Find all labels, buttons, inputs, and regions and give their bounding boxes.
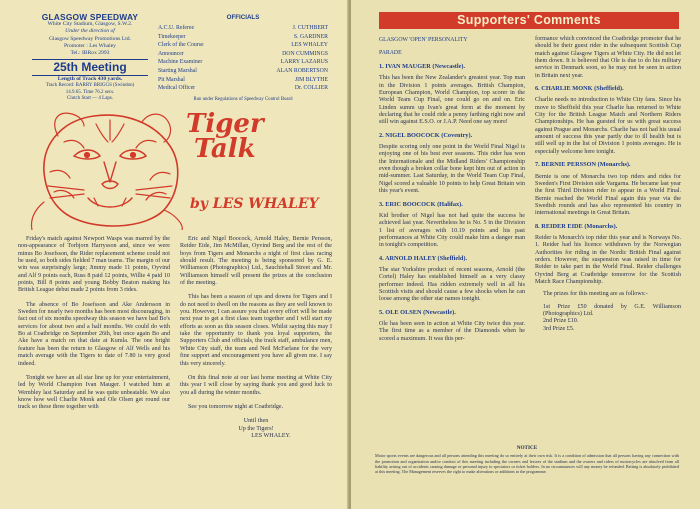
rider-heading: 2. NIGEL BOOCOCK (Coventry). [379, 131, 473, 139]
official-role: Pit Marshal [158, 76, 185, 83]
rider-heading: 3. ERIC BOOCOCK (Halifax). [379, 200, 463, 208]
officials-title: OFFICIALS [226, 14, 260, 21]
article-paragraph: This has been a season of ups and downs for Tigers and I do not need to dwell on the reasons as they are well known to you. However, I can assure you that every effort will be made next year to get a first class team together and I will start my efforts as soon as this season closes. Whilst saying this may I take the opportunity to thank you loyal supporters, the Supporters Club and officials, the track staff, ambulance men, White City staff, the team and Neil McFarlane for the very fine support and encouragement you have all given me. I say this very sincerely. [180, 294, 332, 367]
article-paragraph: On this final note at our last home meeting at White City this year I will close by saying thank you and good luck to you all during the winter months. [180, 374, 332, 396]
official-role: Clerk of the Course [158, 42, 204, 49]
article-paragraph: See you tomorrow night at Coatbridge. [188, 403, 284, 410]
official-name: S. GARDNER [293, 33, 328, 40]
article-paragraph: The absence of Bo Josefsson and Ake Andersson in Sweden for nearly two months has been most discouraging, in fact out of six months speedway this season we have had Bo's services for about two and a half months. We could do with Bo at Coatbridge on September 26th, but once again Bo and Ake have a match on that date at Kumla. The one bright feature has been the return to Glasgow of Alf Wells and his match average with the Tigers to date of 7.80 is very good indeed. [18, 301, 170, 367]
rider-heading: 8. REIDER EIDE (Monarchs). [535, 222, 618, 230]
rider-heading: 4. ARNOLD HALEY (Sheffield). [379, 254, 468, 262]
official-row [158, 41, 328, 50]
notice-box [375, 446, 679, 474]
official-row [158, 67, 328, 76]
meeting-header [32, 14, 148, 102]
official-name: J. CUTHBERT [292, 25, 328, 31]
left-column-1 [18, 236, 170, 419]
official-row [158, 33, 328, 42]
parade-subtitle-1: GLASGOW 'OPEN' PERSONALITY [379, 37, 468, 43]
rider-heading: 5. OLE OLSEN (Newcastle). [379, 308, 456, 316]
meeting-number: 25th Meeting [32, 59, 148, 76]
official-row [158, 50, 328, 59]
official-role: Starting Marshal [158, 67, 197, 74]
official-row [158, 76, 328, 85]
rider-heading: 6. CHARLIE MONK (Sheffield). [535, 85, 624, 93]
prizes-intro: The prizes for this meeting are as follows:- [543, 291, 648, 298]
article-paragraph: Tonight we have an all star line up for your entertainment, led by World Champion Ivan Mauger. I watched him at Wembley last Saturday and he was quite unbeatable. We also know how well Charlie Monk and Ole Olsen get round our track so these three together with [18, 374, 170, 411]
rider-profile: Bernie is one of Monarchs two top riders and rides for Sweden's First Division side Vargarna. He became last year the first Third Division rider to appear in a World Final. Bernie reached the World Final again this year via the Swedish rounds and has also represented his country in international meetings in Great Britain. [535, 173, 681, 217]
rider-heading: 1. IVAN MAUGER (Newcastle). [379, 63, 466, 70]
rider-profile: The star Yorkshire product of recent seasons, Arnold (the Cortel) Haley has established himself as a very classy performer indeed. Has ridden extremely well in all his Scottish visits and should cause a few shocks when he can loose among the other star names tonight. [379, 266, 525, 303]
supporters-comments-banner: Supporters' Comments [379, 12, 679, 29]
prize-item: 3rd Prize £5. [543, 325, 575, 332]
article-paragraph: Eric and Nigel Boocock, Arnold Haley, Bernie Persson, Reider Eide, Jim McMillan, Oyvind Berg and the rest of the boys from Tigers and Monarchs a night of first class racing should result. The meeting is being sponsored by G. E. Williamson (Photographics) Ltd., Sauchiehall Street and Mr. Williamson himself will present the prizes at the conclusion of the meeting. [180, 236, 332, 287]
official-row [158, 84, 328, 93]
left-column-2 [180, 236, 332, 440]
rider-profile: Despite scoring only one point in the World Final Nigel is enjoying one of his best ever seasons. This rider has won the Internationale and the Midland Riders' Championship even though a broken collar bone kept him out of action in mid-summer. Last Saturday, in the World Team Cup Final, Nigel scored a valuable 10 points to help Great Britain win this year's event. [379, 144, 525, 195]
track-record: Track Record: BARRY BRIGGS (Swindon) [45, 83, 135, 89]
officials-rule: Run under Regulations of Speedway Control Board [193, 96, 293, 102]
tiger-talk-title [186, 109, 264, 164]
official-role: Medical Officer [158, 85, 196, 92]
official-name: LES WHALEY [291, 42, 328, 49]
article-paragraph: Friday's match against Newport Wasps was marred by the non-appearance of Torbjorn Harrysson and, since we were minus Bo Josefsson, the Rider replacement scheme could not be used, so both sides fielded 7 man teams. The margin of our win was surprisingly large; Jimmy made 11 points, Oyvind and Alf 9 points each, Russ 8 paid 12 points, Willie 4 paid 10 points, Bill 8 points and young Bobby Beaton making his British League debut made 2 points from 3 rides. [18, 236, 170, 294]
official-role: Timekeeper [158, 33, 186, 40]
olsen-continued: formance which convinced the Coatbridge promoter that he should be their guest rider in the subsequent Scottish Cup match against Glasgow Tigers at White City. He did not let them down. It is believed that Ole is due to do his military service in Denmark soon, so he may not be seen in action in Britain next year. [535, 36, 681, 79]
signoff-name: LES WHALEY. [251, 432, 291, 439]
direction: Under the direction of [65, 28, 115, 35]
record-date: 14.9.65. Time 76.2 secs. [65, 89, 115, 95]
parade-subtitle-2: PARADE [379, 50, 402, 56]
rider-profile: Reider is Monarch's top rider this year and is Norways No. 1. Reider had his licence withdrawn by the Norwegian Authorities for riding in the Nordic British Final against orders. However, the suspension was raised in time for Reider to take part in the World Final. Reider challenges Oyvind Berg at Coatbridge tomorrow for the Scottish Match Race Championship. [535, 234, 681, 285]
official-name: Dr. COLLIER [294, 85, 328, 92]
signoff [180, 418, 332, 440]
promoter: Promoter : Les Whaley [64, 42, 116, 49]
rider-profile: Kid brother of Nigel has not had quite the success he achieved last year. Nevertheless he is No. 5 in the Division 1 list of averages with 10.19 points and his past performances at White City could make him a danger man in tonight's competition. [379, 212, 525, 249]
prize-item: 2nd Prize £10. [543, 318, 579, 325]
rider-profile: Ole has been seen in action at White City twice this year. The first time as a member of the Diamonds when he scored a maximum. It was this per- [379, 320, 525, 342]
title-line-2: Talk [194, 134, 256, 164]
signoff-up: Up the Tigers! [238, 425, 274, 432]
prize-item: 1st Prize £50 donated by G.E. Williamson (Photographics) Ltd. [543, 303, 681, 317]
officials-box [158, 14, 328, 102]
right-column-1 [379, 63, 525, 348]
telephone: Tel.: IBRox 2993 [70, 50, 110, 57]
track-length: Length of Track 430 yards. [57, 76, 123, 83]
left-page [0, 0, 349, 509]
stadium: White City Stadium, Glasgow, S.W.2. [47, 21, 133, 28]
official-role: Machine Examiner [158, 59, 203, 66]
official-role: A.C.U. Referee [158, 25, 195, 31]
rider-profile: This has been the New Zealander's greatest year. Top man in the Division 1 points averages. British Champion, European Champion, World Champion, top scorer in the World Team Cup Final, one could go on and on. Eric Linden summ up Ivan's great form at the moment by declaring that he could ride a penny farthing right now and still win against E.S.O. or J.A.P. Need one say more! [379, 75, 525, 126]
signoff-until: Until then [243, 418, 269, 425]
rider-profile: Charlie needs no introduction to White City fans. Since his move to Sheffield this year Charlie has returned to White City for the British League Match and Northern Riders Championships. He has guested for us with great success against Prague and Monarchs. Charlie has not had his usual amount of success this year partly due to ill health but is still well up in the list of Division 1 points averages. He is especially welcome here tonight. [535, 97, 681, 155]
official-role: Announcer [158, 50, 184, 57]
official-name: LARRY LAZARUS [280, 59, 328, 66]
notice-title: NOTICE [516, 445, 538, 451]
rider-heading: 7. BERNIE PERSSON (Monarchs). [535, 161, 631, 169]
official-row [158, 58, 328, 67]
clutch-start: Clutch Start — 4 Laps. [66, 95, 114, 101]
notice-text: Motor sports events are dangerous and all persons attending this meeting do so entirely at their own risk. It is a condition of admission that all persons having any connection with the promotion and organisation and/or conduct of this meeting including the owners and lessees of the stadium and the owners and riders of motorcycles are absolved from all liability arising out of accidents causing damage or personal injury to spectators or ticket holders. In no circumstances will any money be refunded. Betting is absolutely prohibited at this meeting. The Management reserves the right to make alterations or additions to the programme. [375, 453, 679, 475]
official-name: DON CUMMINGS [282, 50, 328, 57]
official-name: ALAN ROBERTSON [276, 67, 328, 74]
byline: by LES WHALEY [190, 196, 319, 212]
right-column-2 [535, 36, 681, 333]
title-line-1: Tiger [186, 109, 264, 139]
right-page [351, 0, 700, 509]
company: Glasgow Speedway Promotions Ltd. [48, 35, 132, 42]
official-name: JIM BLYTHE [294, 76, 328, 83]
official-row [158, 24, 328, 33]
club-name: GLASGOW SPEEDWAY [41, 12, 139, 22]
